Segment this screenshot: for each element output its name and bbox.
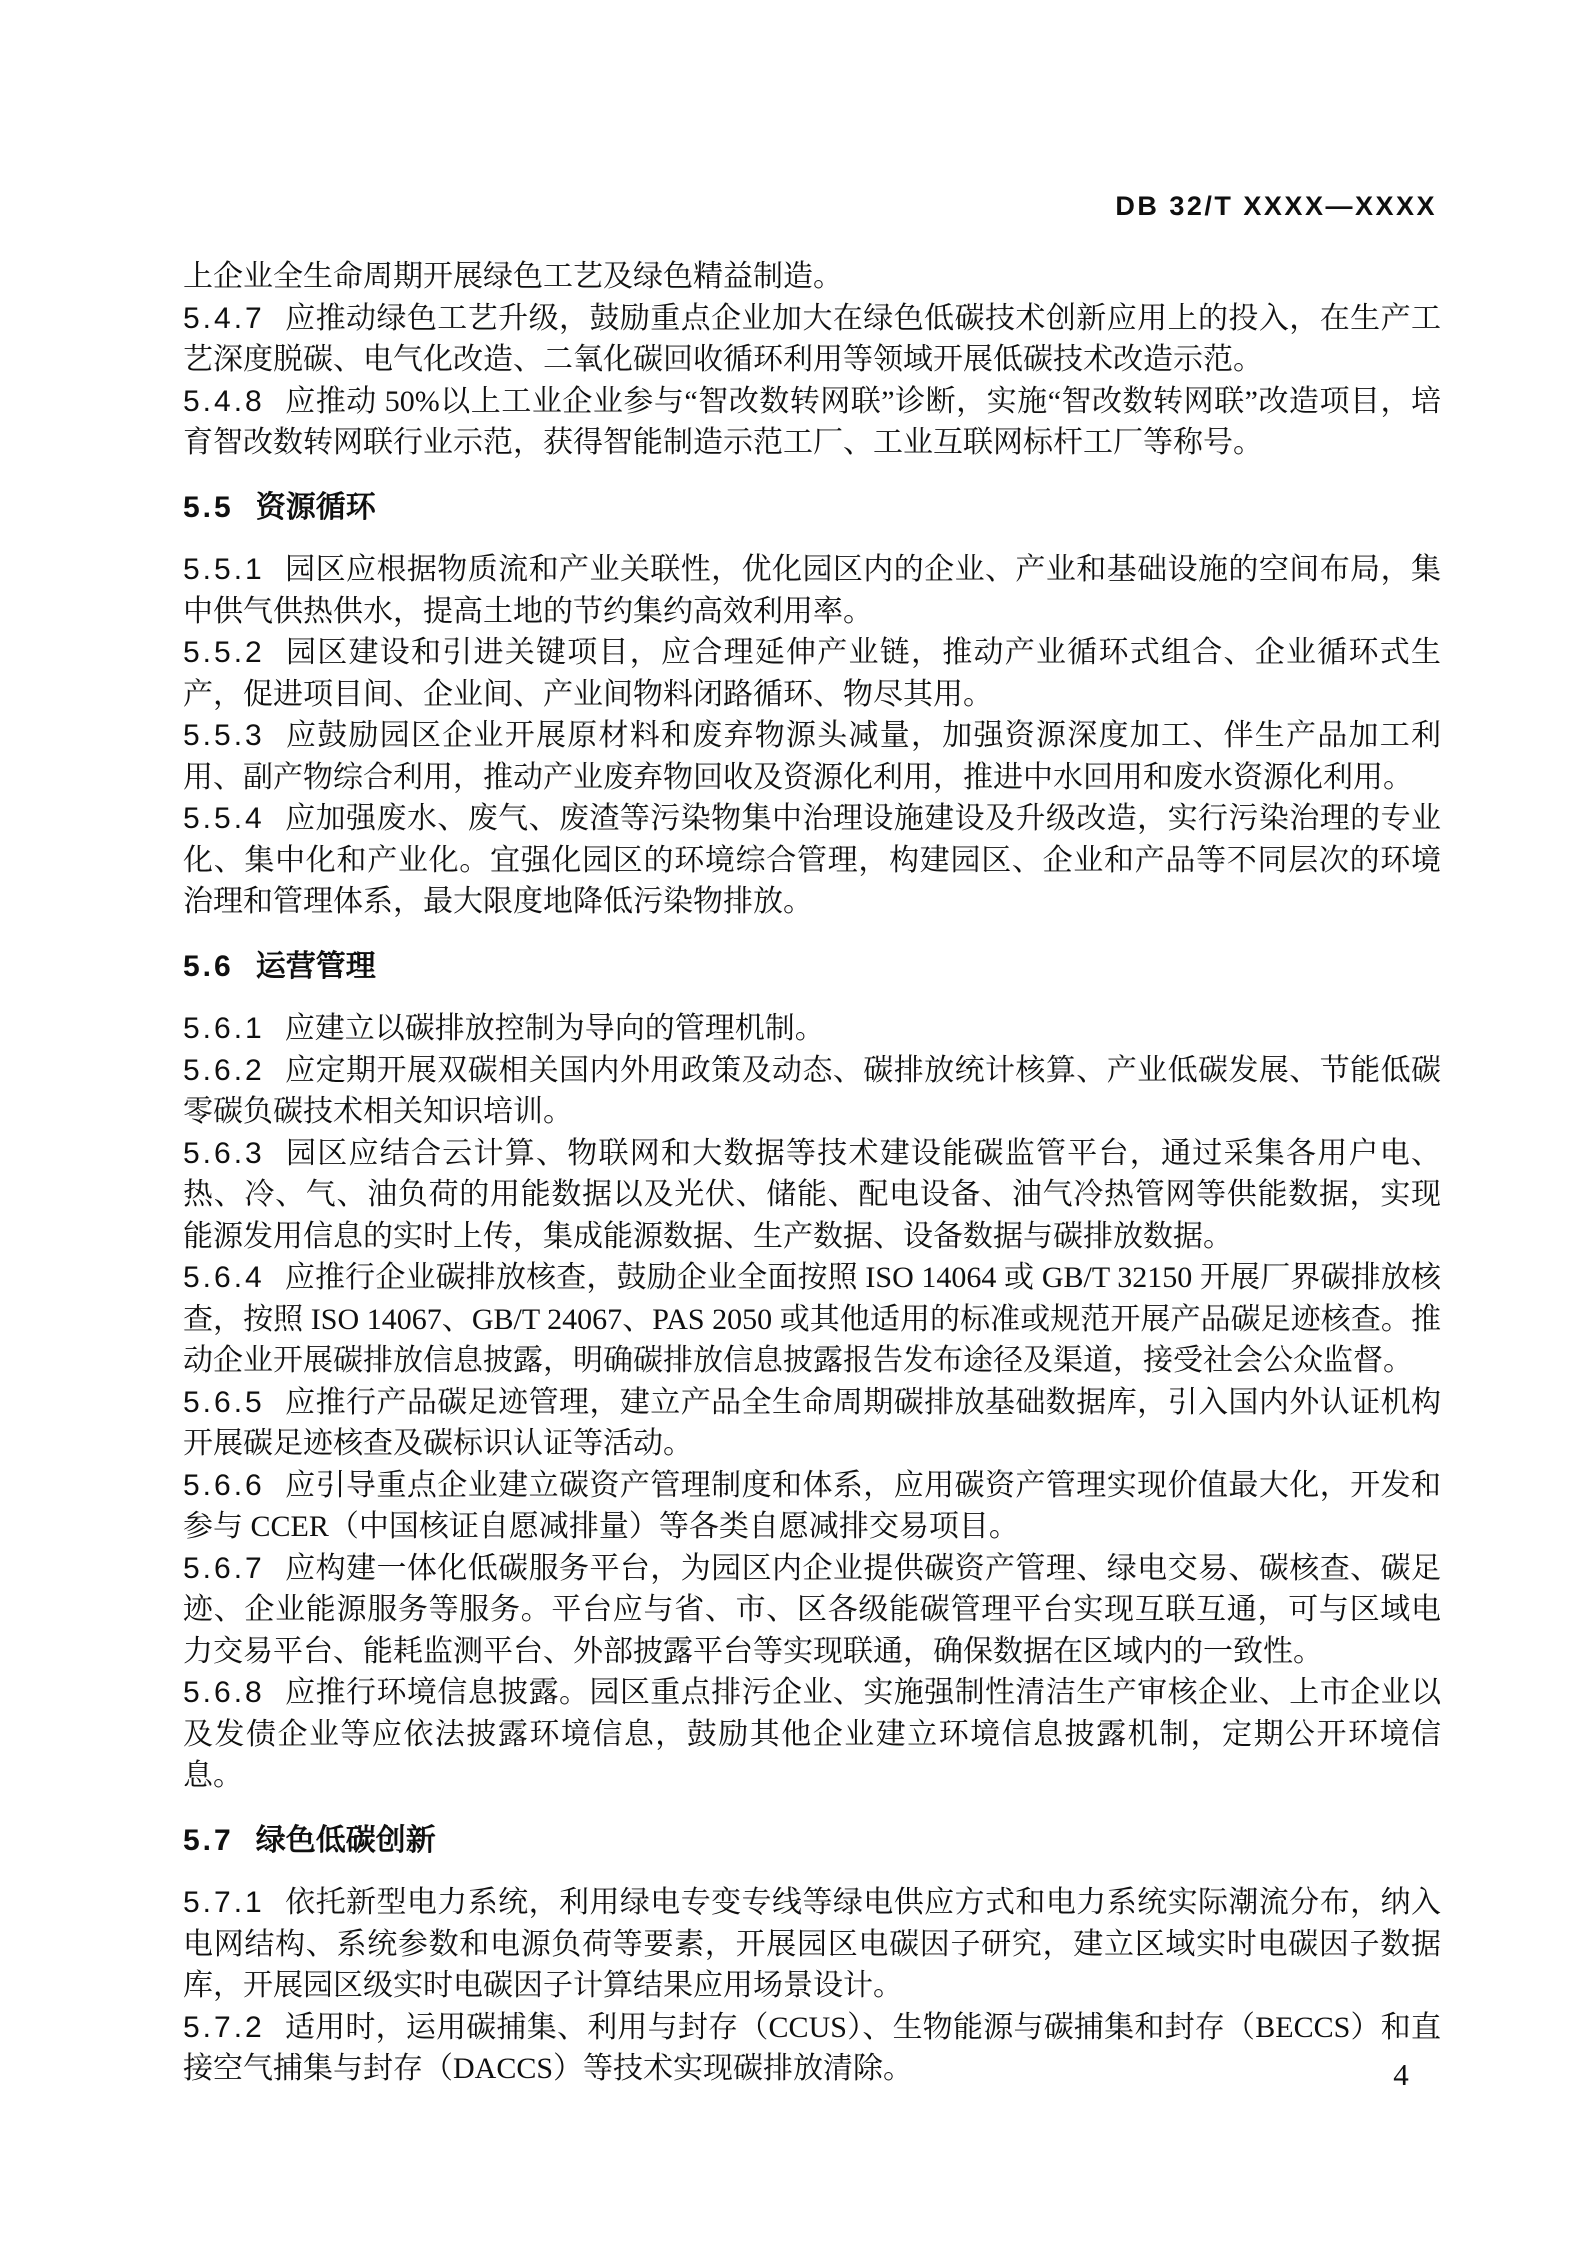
- section-title: 运营管理: [255, 949, 376, 983]
- clause-number: 5.6.3: [183, 1136, 265, 1170]
- section-heading-5-7: [183, 1820, 1441, 1862]
- clause-number: 5.6.5: [183, 1385, 265, 1419]
- section-title: 绿色低碳创新: [255, 1823, 436, 1857]
- clause-number: 5.4.7: [183, 301, 265, 335]
- clause-5-7-1: [183, 1882, 1441, 2007]
- clause-text: 应引导重点企业建立碳资产管理制度和体系，应用碳资产管理实现价值最大化，开发和参与 CCER（中国核证自愿减排量）等各类自愿减排交易项目。: [183, 1468, 1441, 1543]
- clause-text: 应推动 50%以上工业企业参与“智改数转网联”诊断，实施“智改数转网联”改造项目，培育智改数转网联行业示范，获得智能制造示范工厂、工业互联网标杆工厂等称号。: [183, 384, 1441, 459]
- section-number: 5.5: [183, 490, 234, 524]
- clause-text: 依托新型电力系统，利用绿电专变专线等绿电供应方式和电力系统实际潮流分布，纳入电网结构、系统参数和电源负荷等要素，开展园区电碳因子研究，建立区域实时电碳因子数据库，开展园区级实时电碳因子计算结果应用场景设计。: [183, 1886, 1441, 2002]
- clause-5-6-4: [183, 1257, 1441, 1382]
- clause-5-6-7: [183, 1548, 1441, 1673]
- clause-number: 5.6.7: [183, 1551, 265, 1585]
- clause-5-4-8: [183, 381, 1441, 464]
- paragraph-text: 上企业全生命周期开展绿色工艺及绿色精益制造。: [183, 260, 843, 293]
- clause-number: 5.4.8: [183, 384, 265, 418]
- clause-5-5-3: [183, 715, 1441, 798]
- section-number: 5.6: [183, 949, 234, 983]
- clause-text: 园区应结合云计算、物联网和大数据等技术建设能碳监管平台，通过采集各用户电、热、冷、气、油负荷的用能数据以及光伏、储能、配电设备、油气冷热管网等供能数据，实现能源发用信息的实时上传，集成能源数据、生产数据、设备数据与碳排放数据。: [183, 1136, 1441, 1253]
- clause-5-5-4: [183, 798, 1441, 923]
- clause-number: 5.6.2: [183, 1053, 265, 1087]
- clause-text: 园区应根据物质流和产业关联性，优化园区内的企业、产业和基础设施的空间布局，集中供气供热供水，提高土地的节约集约高效利用率。: [183, 553, 1441, 628]
- clause-5-6-3: [183, 1133, 1441, 1258]
- clause-number: 5.7.2: [183, 2010, 265, 2044]
- clause-5-6-2: [183, 1050, 1441, 1133]
- clause-text: 应鼓励园区企业开展原材料和废弃物源头减量，加强资源深度加工、伴生产品加工利用、副产物综合利用，推动产业废弃物回收及资源化利用，推进中水回用和废水资源化利用。: [183, 719, 1441, 794]
- clause-5-5-1: [183, 549, 1441, 632]
- clause-number: 5.5.2: [183, 636, 265, 669]
- clause-number: 5.6.1: [183, 1012, 265, 1045]
- paragraph-continuation: [183, 256, 1441, 298]
- clause-text: 应构建一体化低碳服务平台，为园区内企业提供碳资产管理、绿电交易、碳核查、碳足迹、企业能源服务等服务。平台应与省、市、区各级能碳管理平台实现互联互通，可与区域电力交易平台、能耗监测平台、外部披露平台等实现联通，确保数据在区域内的一致性。: [183, 1551, 1441, 1668]
- clause-number: 5.5.4: [183, 802, 265, 835]
- clause-5-6-6: [183, 1465, 1441, 1548]
- clause-text: 应推行环境信息披露。园区重点排污企业、实施强制性清洁生产审核企业、上市企业以及发债企业等应依法披露环境信息，鼓励其他企业建立环境信息披露机制，定期公开环境信息。: [183, 1676, 1441, 1792]
- clause-text: 适用时，运用碳捕集、利用与封存（CCUS）、生物能源与碳捕集和封存（BECCS）和直接空气捕集与封存（DACCS）等技术实现碳排放清除。: [183, 2010, 1441, 2085]
- page-number: 4: [1393, 2057, 1409, 2092]
- clause-number: 5.6.6: [183, 1468, 265, 1502]
- document-body: [183, 256, 1441, 2090]
- section-title: 资源循环: [255, 490, 376, 524]
- clause-5-6-1: [183, 1008, 1441, 1050]
- section-heading-5-5: [183, 487, 1441, 529]
- clause-5-5-2: [183, 632, 1441, 715]
- clause-5-7-2: [183, 2007, 1441, 2090]
- clause-number: 5.5.3: [183, 719, 265, 752]
- clause-text: 应加强废水、废气、废渣等污染物集中治理设施建设及升级改造，实行污染治理的专业化、集中化和产业化。宜强化园区的环境综合管理，构建园区、企业和产品等不同层次的环境治理和管理体系，最大限度地降低污染物排放。: [183, 802, 1441, 918]
- clause-text: 应建立以碳排放控制为导向的管理机制。: [284, 1012, 825, 1045]
- clause-text: 应推动绿色工艺升级，鼓励重点企业加大在绿色低碳技术创新应用上的投入，在生产工艺深度脱碳、电气化改造、二氧化碳回收循环利用等领域开展低碳技术改造示范。: [183, 301, 1441, 376]
- section-number: 5.7: [183, 1823, 234, 1857]
- section-heading-5-6: [183, 946, 1441, 988]
- clause-text: 应推行企业碳排放核查，鼓励企业全面按照 ISO 14064 或 GB/T 32150 开展厂界碳排放核查，按照 ISO 14067、GB/T 24067、PAS 2050 或其他适用的标准或规范开展产品碳足迹核查。推动企业开展碳排放信息披露，明确碳排放信息披露报告发布途径及渠道，接受社会公众监督。: [183, 1261, 1441, 1377]
- clause-number: 5.6.4: [183, 1261, 265, 1294]
- clause-5-6-5: [183, 1382, 1441, 1465]
- standard-number-header: DB 32/T XXXX—XXXX: [1115, 191, 1437, 221]
- clause-number: 5.5.1: [183, 553, 265, 586]
- clause-number: 5.7.1: [183, 1886, 265, 1919]
- clause-text: 园区建设和引进关键项目，应合理延伸产业链，推动产业循环式组合、企业循环式生产，促进项目间、企业间、产业间物料闭路循环、物尽其用。: [183, 636, 1441, 711]
- clause-text: 应定期开展双碳相关国内外用政策及动态、碳排放统计核算、产业低碳发展、节能低碳零碳负碳技术相关知识培训。: [183, 1053, 1441, 1128]
- clause-5-4-7: [183, 298, 1441, 381]
- clause-text: 应推行产品碳足迹管理，建立产品全生命周期碳排放基础数据库，引入国内外认证机构开展碳足迹核查及碳标识认证等活动。: [183, 1385, 1441, 1460]
- clause-number: 5.6.8: [183, 1676, 265, 1709]
- clause-5-6-8: [183, 1672, 1441, 1797]
